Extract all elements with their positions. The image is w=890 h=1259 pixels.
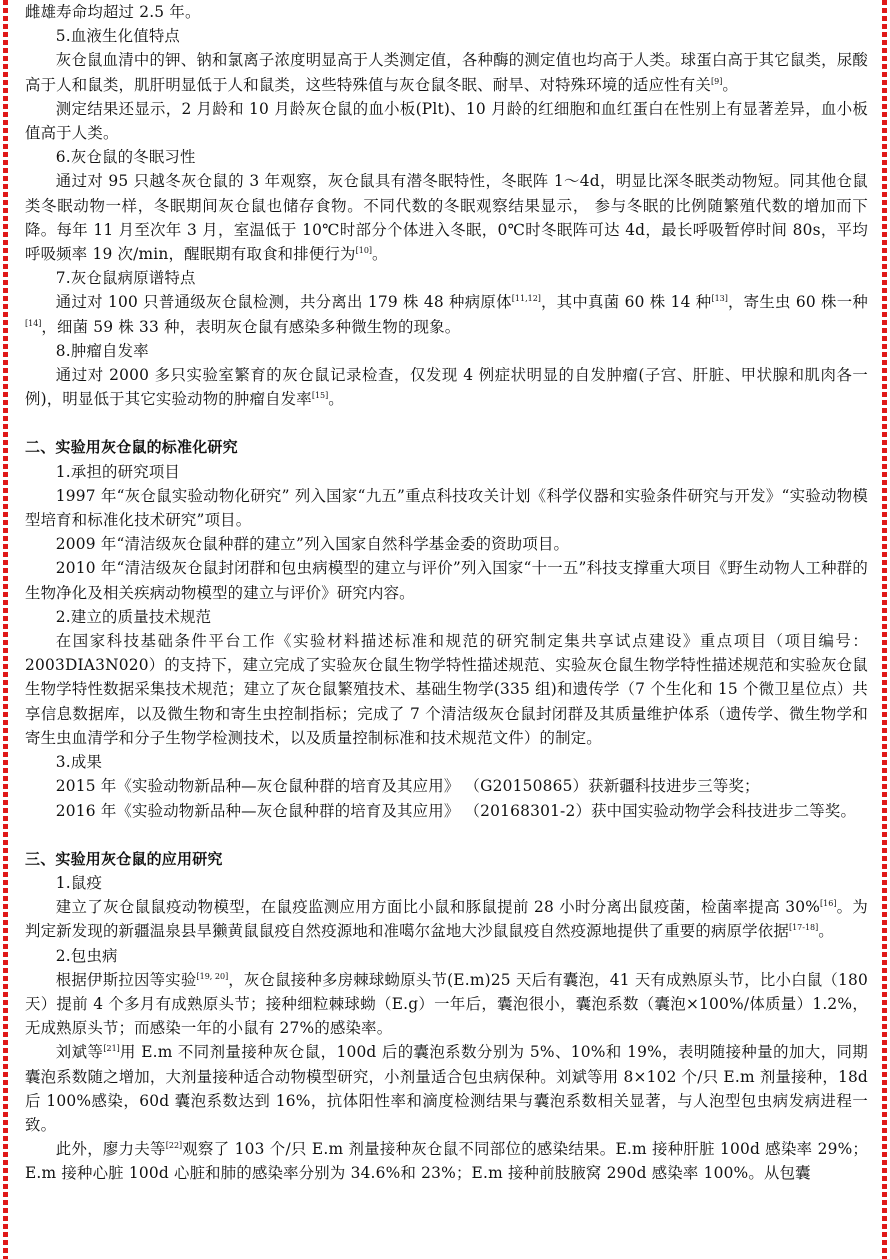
paragraph bbox=[25, 556, 868, 604]
paragraph-text: 在国家科技基础条件平台工作《实验材料描述标准和规范的研究制定集共享试点建设》重点项目（项目编号：2003DIA3N020）的支持下，建立完成了实验灰仓鼠生物学特性描述规范、实验灰仓鼠生物学特性描述规范和实验灰仓鼠生物学特性数据采集技术规范；建立了灰仓鼠繁殖技术、基础生物学(335 组)和遗传学（7 个生化和 15 个微卫星位点）共享信息数据库，以及微生物和寄生虫控制指标；完成了 7 个清洁级灰仓鼠封闭群及其质量维护体系（遗传学、微生物学和寄生虫血清学和分子生物学检测技术，以及质量控制标准和技术规范文件）的制定。 bbox=[25, 632, 868, 747]
paragraph bbox=[25, 629, 868, 750]
paragraph bbox=[25, 48, 868, 96]
subsection-heading: 6.灰仓鼠的冬眠习性 bbox=[55, 148, 196, 167]
paragraph-text: 通过对 95 只越冬灰仓鼠的 3 年观察，灰仓鼠具有潜冬眠特性，冬眠阵 1～4d，明显比深冬眠类动物短。同其他仓鼠类冬眠动物一样，冬眠期间灰仓鼠也储存食物。不同代数的冬眠观察结果显示， 参与冬眠的比例随繁殖代数的增加而下降。每年 11 月至次年 3 月，室温低于 10℃时部分个体进入冬眠，0℃时冬眠阵可达 4d，最长呼吸暂停时间 80s，平均呼吸频率 19 次/min，醒眠期有取食和排便行为 bbox=[25, 172, 868, 264]
paragraph-text: 测定结果还显示，2 月龄和 10 月龄灰仓鼠的血小板(Plt)、10 月龄的红细胞和血红蛋白在性别上有显著差异，血小板值高于人类。 bbox=[25, 99, 868, 143]
citation-ref: [13] bbox=[711, 294, 728, 304]
paragraph-text: 。 bbox=[372, 245, 388, 264]
paragraph bbox=[25, 774, 868, 798]
subsection-heading: 5.血液生化值特点 bbox=[55, 27, 181, 46]
subsection-heading: 2.包虫病 bbox=[55, 946, 118, 965]
citation-ref: [9] bbox=[711, 76, 723, 86]
citation-ref: [15] bbox=[311, 391, 329, 401]
paragraph bbox=[25, 968, 868, 1041]
paragraph-text: 观察了 103 个/只 E.m 剂量接种灰仓鼠不同部位的感染结果。E.m 接种肝脏 100d 感染率 29%；E.m 接种心脏 100d 心脏和肺的感染率分别为 34.6%和 23%；E.m 接种前肢腋窝 290d 感染率 100%。从包囊 bbox=[25, 1140, 868, 1183]
paragraph bbox=[25, 97, 868, 145]
paragraph bbox=[25, 169, 868, 266]
citation-ref: [10] bbox=[355, 246, 373, 256]
paragraph-text: ，其中真菌 60 株 14 种 bbox=[540, 293, 712, 312]
subsection-heading: 7.灰仓鼠病原谱特点 bbox=[55, 269, 196, 288]
subsection-heading: 2.建立的质量技术规范 bbox=[55, 607, 212, 626]
paragraph-text: 。 bbox=[328, 390, 344, 409]
subsection-heading: 8.肿瘤自发率 bbox=[55, 341, 149, 360]
citation-ref: [22] bbox=[165, 1141, 183, 1151]
paragraph-text: 建立了灰仓鼠鼠疫动物模型，在鼠疫监测应用方面比小鼠和豚鼠提前 28 小时分离出鼠疫菌，检菌率提高 30% bbox=[55, 898, 821, 917]
section-gap bbox=[25, 823, 868, 847]
paragraph-text: 2009 年“清洁级灰仓鼠种群的建立”列入国家自然科学基金委的资助项目。 bbox=[55, 535, 570, 554]
paragraph bbox=[25, 290, 868, 338]
citation-ref: [19, 20] bbox=[196, 971, 229, 981]
subsection-heading: 1.承担的研究项目 bbox=[55, 462, 181, 481]
paragraph-text: 雌雄寿命均超过 2.5 年。 bbox=[25, 3, 201, 21]
paragraph-text: 灰仓鼠血清中的钾、钠和氯离子浓度明显高于人类测定值，各种酶的测定值也均高于人类。球蛋白高于其它鼠类，尿酸高于人和鼠类，肌肝明显低于人和鼠类，这些特殊值与灰仓鼠冬眠、耐旱、对特殊环境的适应性有关 bbox=[25, 51, 868, 94]
section-heading: 三、实验用灰仓鼠的应用研究 bbox=[25, 849, 223, 868]
paragraph bbox=[25, 484, 868, 532]
paragraph bbox=[25, 1137, 868, 1185]
paragraph-text: 通过对 2000 多只实验室繁育的灰仓鼠记录检查，仅发现 4 例症状明显的自发肿瘤(子宫、肝脏、甲状腺和肌肉各一例)，明显低于其它实验动物的肿瘤自发率 bbox=[25, 366, 868, 409]
paragraph-text: 。 bbox=[722, 75, 738, 94]
paragraph bbox=[25, 799, 868, 823]
document-body bbox=[25, 0, 868, 1186]
paragraph-text: 用 E.m 不同剂量接种灰仓鼠，100d 后的囊泡系数分别为 5%、10%和 19%，表明随接种量的加大，同期囊泡系数随之增加，大剂量接种适合动物模型研究，小剂量适合包虫病保种。刘斌等用 8×102 个/只 E.m 剂量接种，18d 后 100%感染，60d 囊泡系数达到 16%，抗体阳性率和滴度检测结果与囊泡系数相关显著，与人泡型包虫病发病进程一致。 bbox=[25, 1043, 868, 1134]
citation-ref: [14] bbox=[25, 318, 42, 328]
paragraph-text: 2016 年《实验动物新品种—灰仓鼠种群的培育及其应用》 （20168301-2）获中国实验动物学会科技进步二等奖。 bbox=[55, 801, 857, 820]
paragraph bbox=[25, 363, 868, 411]
citation-ref: [11,12] bbox=[511, 294, 541, 304]
paragraph-text: 1997 年“灰仓鼠实验动物化研究” 列入国家“九五”重点科技攻关计划《科学仪器和实验条件研究与开发》“实验动物模型培育和标准化技术研究”项目。 bbox=[25, 486, 868, 530]
paragraph-text: ，灰仓鼠接种多房棘球蚴原头节(E.m)25 天后有囊泡，41 天有成熟原头节，比小白鼠（180 天）提前 4 个多月有成熟原头节；接种细粒棘球蚴（E.g）一年后，囊泡很小，囊泡系数（囊泡×100%/体质量）1.2%，无成熟原头节；而感染一年的小鼠有 27%的感染率。 bbox=[25, 970, 868, 1038]
section-gap bbox=[25, 411, 868, 435]
paragraph-text: ，细菌 59 株 33 种，表明灰仓鼠有感染多种微生物的现象。 bbox=[41, 317, 461, 336]
paragraph bbox=[25, 532, 868, 556]
paragraph-text: 通过对 100 只普通级灰仓鼠检测，共分离出 179 株 48 种病原体 bbox=[55, 293, 512, 312]
citation-ref: [17-18] bbox=[788, 923, 819, 933]
paragraph-text: 2015 年《实验动物新品种—灰仓鼠种群的培育及其应用》 （G20150865）获新疆科技进步三等奖； bbox=[55, 777, 760, 796]
paragraph bbox=[25, 1040, 868, 1137]
right-decorative-border bbox=[882, 0, 887, 1259]
paragraph-text: 刘斌等 bbox=[55, 1043, 104, 1062]
citation-ref: [16] bbox=[820, 899, 837, 909]
citation-ref: [21] bbox=[103, 1044, 120, 1054]
subsection-heading: 3.成果 bbox=[55, 753, 103, 772]
paragraph bbox=[25, 0, 868, 24]
paragraph bbox=[25, 895, 868, 943]
paragraph-text: 。为判定新发现的新疆温泉县旱獭黄鼠鼠疫自然疫源地和准噶尔盆地大沙鼠鼠疫自然疫源地提供了重要的病原学依据 bbox=[25, 898, 868, 941]
paragraph-text: 2010 年“清洁级灰仓鼠封闭群和包虫病模型的建立与评价”列入国家“十一五”科技支撑重大项目《野生动物人工种群的生物净化及相关疾病动物模型的建立与评价》研究内容。 bbox=[25, 559, 868, 602]
paragraph-text: 。 bbox=[818, 922, 834, 941]
paragraph-text: ，寄生虫 60 株一种 bbox=[727, 293, 868, 312]
subsection-heading: 1.鼠疫 bbox=[55, 873, 103, 892]
paragraph-text: 根据伊斯拉因等实验 bbox=[55, 970, 197, 989]
section-heading: 二、实验用灰仓鼠的标准化研究 bbox=[25, 438, 238, 457]
paragraph-text: 此外，廖力夫等 bbox=[55, 1140, 166, 1159]
left-decorative-border bbox=[3, 0, 8, 1259]
